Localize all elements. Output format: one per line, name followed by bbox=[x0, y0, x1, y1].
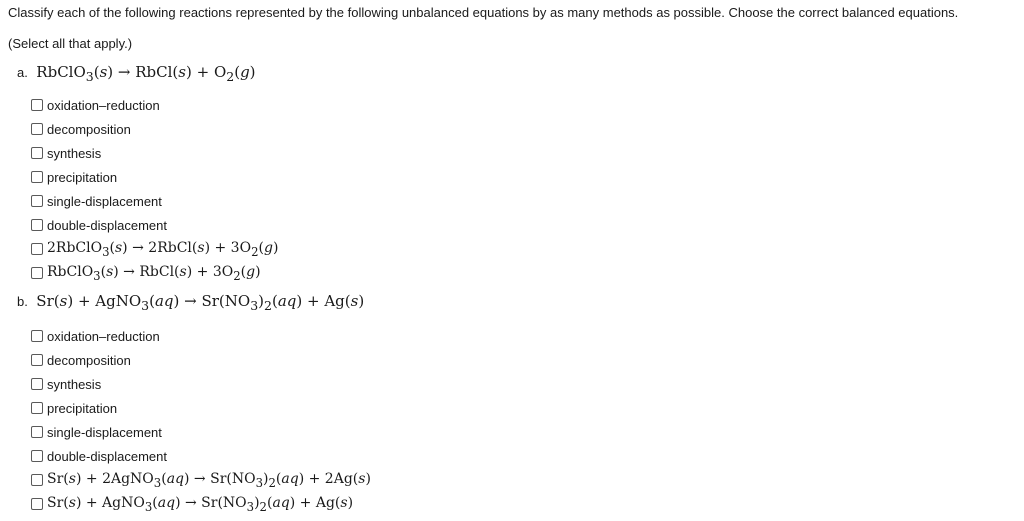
option-a-single-displacement[interactable] bbox=[31, 189, 278, 213]
option-label: double-displacement bbox=[47, 448, 167, 464]
checkbox[interactable] bbox=[31, 450, 43, 462]
checkbox[interactable] bbox=[31, 402, 43, 414]
checkbox[interactable] bbox=[31, 426, 43, 438]
option-a-balanced-equation-2[interactable] bbox=[31, 261, 278, 285]
checkbox[interactable] bbox=[31, 99, 43, 111]
option-label: precipitation bbox=[47, 400, 118, 416]
option-a-double-displacement[interactable] bbox=[31, 213, 278, 237]
option-a-synthesis[interactable] bbox=[31, 141, 278, 165]
question-a bbox=[17, 63, 256, 84]
option-b-double-displacement[interactable] bbox=[31, 444, 371, 468]
option-b-single-displacement[interactable] bbox=[31, 420, 371, 444]
option-equation: 2RbClO$_3$(s) → 2RbCl(s) + $3O_2(g)$ bbox=[47, 239, 279, 259]
question-b-label: b. bbox=[17, 294, 28, 309]
checkbox[interactable] bbox=[31, 147, 43, 159]
checkbox[interactable] bbox=[31, 195, 43, 207]
checkbox[interactable] bbox=[31, 354, 43, 366]
option-b-precipitation[interactable] bbox=[31, 396, 371, 420]
checkbox[interactable] bbox=[31, 171, 43, 183]
option-equation: Sr(s) + AgNO$_3$(aq) → $Sr(NO_3)_2(aq) + Ag(s)$ bbox=[47, 494, 354, 514]
option-equation: RbClO$_3$(s) → RbCl(s) + $3O_2(g)$ bbox=[47, 263, 261, 283]
question-b-options bbox=[31, 324, 371, 516]
option-a-precipitation[interactable] bbox=[31, 165, 278, 189]
option-label: decomposition bbox=[47, 121, 131, 137]
checkbox[interactable] bbox=[31, 243, 43, 255]
option-label: single-displacement bbox=[47, 193, 162, 209]
select-all-note: (Select all that apply.) bbox=[8, 36, 133, 51]
question-b bbox=[17, 292, 364, 313]
option-a-decomposition[interactable] bbox=[31, 117, 278, 141]
option-label: oxidation–reduction bbox=[47, 328, 160, 344]
option-label: double-displacement bbox=[47, 217, 167, 233]
option-b-balanced-equation-1[interactable] bbox=[31, 468, 371, 492]
question-a-label: a. bbox=[17, 65, 28, 80]
option-b-decomposition[interactable] bbox=[31, 348, 371, 372]
option-b-oxidation-reduction[interactable] bbox=[31, 324, 371, 348]
question-b-equation: Sr(s) + AgNO$_3$(aq) → $Sr(NO_3)_2(aq) + Ag(s)$ bbox=[36, 292, 365, 313]
checkbox[interactable] bbox=[31, 498, 43, 510]
checkbox[interactable] bbox=[31, 474, 43, 486]
checkbox[interactable] bbox=[31, 267, 43, 279]
checkbox[interactable] bbox=[31, 123, 43, 135]
option-b-balanced-equation-2[interactable] bbox=[31, 492, 371, 516]
instructions-text: Classify each of the following reactions represented by the following unbalanced equations by as many methods as possible. Choose the correct balanced equations. bbox=[8, 5, 959, 20]
option-a-oxidation-reduction[interactable] bbox=[31, 93, 278, 117]
option-label: precipitation bbox=[47, 169, 118, 185]
option-label: oxidation–reduction bbox=[47, 97, 160, 113]
option-a-balanced-equation-1[interactable] bbox=[31, 237, 278, 261]
option-label: synthesis bbox=[47, 145, 102, 161]
checkbox[interactable] bbox=[31, 378, 43, 390]
question-a-equation: RbClO$_3$(s) → RbCl(s) + $O_2(g)$ bbox=[36, 63, 256, 84]
checkbox[interactable] bbox=[31, 330, 43, 342]
option-label: synthesis bbox=[47, 376, 102, 392]
option-b-synthesis[interactable] bbox=[31, 372, 371, 396]
option-label: decomposition bbox=[47, 352, 131, 368]
checkbox[interactable] bbox=[31, 219, 43, 231]
option-equation: Sr(s) + 2AgNO$_3$(aq) → $Sr(NO_3)_2(aq) + 2Ag(s)$ bbox=[47, 470, 371, 490]
question-a-options bbox=[31, 93, 278, 285]
option-label: single-displacement bbox=[47, 424, 162, 440]
